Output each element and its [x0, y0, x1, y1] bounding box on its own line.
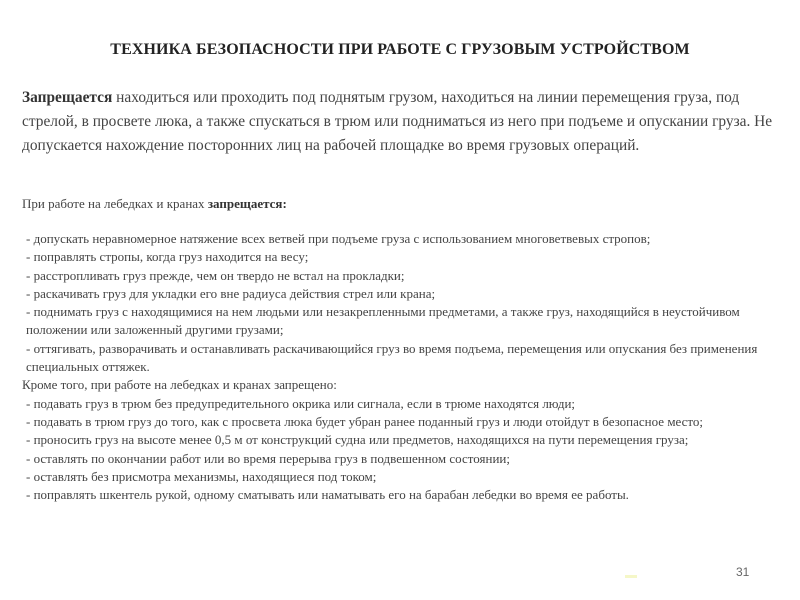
list-item: - поправлять шкентель рукой, одному сматывать или наматывать его на барабан лебедки во время ее работы.	[26, 487, 629, 503]
list-item: - поправлять стропы, когда груз находится на весу;	[26, 249, 309, 265]
also-heading: Кроме того, при работе на лебедках и кранах запрещено:	[22, 377, 337, 393]
slide-title: ТЕХНИКА БЕЗОПАСНОСТИ ПРИ РАБОТЕ С ГРУЗОВЫМ УСТРОЙСТВОМ	[110, 41, 690, 58]
list-item: - оттягивать, разворачивать и останавливать раскачивающийся груз во время подъема, перемещения или опускания без применения специальных оттяжек.	[26, 340, 758, 375]
list-item: - расстропливать груз прежде, чем он твердо не встал на прокладки;	[26, 267, 405, 283]
list-item: - подавать в трюм груз до того, как с просвета люка будет убран ранее поданный груз и люди отойдут в безопасное место;	[26, 413, 704, 429]
list-item: - проносить груз на высоте менее 0,5 м от конструкций судна или предметов, находящихся на пути перемещения груза;	[26, 432, 689, 448]
list-item: - поднимать груз с находящимися на нем людьми или незакрепленными предметами, а также груз, находящийся в неустойчивом положении или заложенный другими грузами;	[26, 304, 740, 338]
intro-text: находиться или проходить под поднятым грузом, находиться на линии перемещения груза, под стрелой, в просвете люка, а также спускаться в трюм или подниматься из него при подъеме и опускании груза. Не допускается нахождение посторонних лиц на рабочей площадке во время грузовых операций.	[22, 89, 773, 154]
intro-paragraph	[22, 86, 782, 158]
rules-heading	[22, 195, 287, 213]
rules-heading-emphasis: запрещается:	[207, 196, 287, 211]
intro-lead-word: Запрещается	[22, 89, 113, 106]
rules-list	[22, 230, 792, 504]
list-item: - подавать груз в трюм без предупредительного окрика или сигнала, если в трюме находятся люди;	[26, 395, 576, 411]
rules-heading-prefix: При работе на лебедках и кранах	[22, 196, 208, 211]
list-item: - оставлять по окончании работ или во время перерыва груз в подвешенном состоянии;	[26, 450, 510, 466]
footer-mark	[625, 575, 637, 578]
list-item: - допускать неравномерное натяжение всех ветвей при подъеме груза с использованием многоветвевых стропов;	[26, 231, 651, 246]
page-number: 31	[736, 565, 750, 579]
list-item: - оставлять без присмотра механизмы, находящиеся под током;	[26, 468, 377, 484]
list-item: - раскачивать груз для укладки его вне радиуса действия стрел или крана;	[26, 285, 436, 301]
